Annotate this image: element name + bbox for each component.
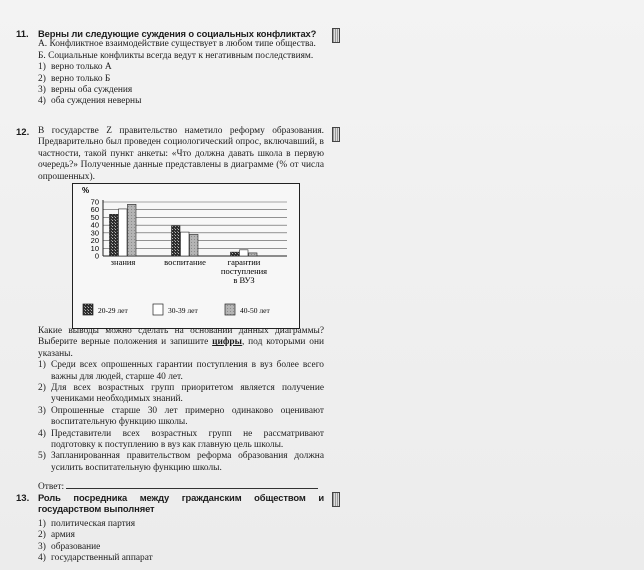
bar-0-1 bbox=[119, 209, 128, 256]
legend-label-0: 20-29 лет bbox=[98, 306, 128, 315]
q12-stem: В государстве Z правительство наметило реформу образования. Предварительно был проведен социологический опрос, включавший, в частности, такой пункт анкеты: «Что должна давать школа в первую очередь?» Полученные данные представлены в диаграмме (% от числа опрошенных). bbox=[38, 126, 324, 182]
legend-swatch-0 bbox=[83, 304, 93, 315]
q12-stem-block bbox=[38, 126, 324, 183]
bar-chart-svg bbox=[73, 184, 299, 328]
category-label-2: гарантии bbox=[227, 257, 261, 267]
q12-option-3[interactable]: 3) Опрошенные старше 30 лет примерно одинаково оценивают воспитательную функцию школы. bbox=[38, 405, 324, 428]
q13-option-2[interactable]: 2) армия bbox=[38, 530, 75, 541]
q11-block bbox=[38, 28, 324, 108]
survey-chart bbox=[72, 183, 300, 329]
bar-2-1 bbox=[240, 250, 249, 256]
q13-number: 13. bbox=[16, 493, 30, 504]
q12-option-1[interactable]: 1) Среди всех опрошенных гарантии поступления в вуз более всего важны для людей, старше 40 лет. bbox=[38, 360, 324, 382]
q13-option-4[interactable]: 4) государственный аппарат bbox=[38, 553, 153, 564]
q12-question-bold: цифры bbox=[212, 337, 242, 348]
q11-option-1[interactable]: 1) верно только А bbox=[38, 62, 112, 73]
y-tick-label-0: 0 bbox=[94, 251, 99, 261]
legend-label-1: 30-39 лет bbox=[168, 306, 198, 315]
q13-stem: Роль посредника между гражданским обществом и государством выполняет bbox=[38, 492, 324, 515]
category-label-1: воспитание bbox=[164, 257, 206, 267]
legend-label-2: 40-50 лет bbox=[240, 306, 270, 315]
legend-swatch-1 bbox=[153, 304, 163, 315]
y-axis-unit: % bbox=[82, 186, 90, 195]
y-tick-label-50: 50 bbox=[90, 212, 99, 222]
q11-statement-a: А. Конфликтное взаимодействие существует в любом типе общества. bbox=[38, 39, 316, 50]
q13-option-1[interactable]: 1) политическая партия bbox=[38, 518, 136, 529]
q12-question-block bbox=[38, 326, 324, 494]
legend-swatch-2 bbox=[225, 304, 235, 315]
q12-option-2[interactable]: 2) Для всех возрастных групп приоритетом является получение учениками необходимых знаний. bbox=[38, 383, 324, 405]
category-label-0: знания bbox=[110, 257, 136, 267]
answer-box-marker-11 bbox=[332, 28, 340, 43]
q12-number: 12. bbox=[16, 127, 30, 138]
y-tick-label-60: 60 bbox=[90, 205, 99, 215]
q12-option-4[interactable]: 4) Представители всех возрастных групп не рассматривают подготовку к поступлению в вуз как главную цель школы. bbox=[38, 428, 324, 451]
y-tick-label-30: 30 bbox=[90, 228, 99, 238]
q12-option-5[interactable]: 5) Запланированная правительством реформа образования должна усилить воспитательную функцию школы. bbox=[38, 451, 324, 473]
bar-1-0 bbox=[172, 226, 181, 256]
bar-1-2 bbox=[190, 234, 199, 256]
y-tick-label-70: 70 bbox=[90, 197, 99, 207]
q13-block bbox=[38, 492, 324, 564]
q12-question: Какие выводы можно сделать на основании данных диаграммы? Выберите верные положения и запишите цифры, под которыми они указаны. bbox=[38, 326, 324, 359]
answer-box-marker-13 bbox=[332, 492, 340, 507]
bar-0-0 bbox=[110, 214, 119, 256]
category-label-2-2: в ВУЗ bbox=[233, 275, 255, 285]
category-labels bbox=[111, 257, 268, 285]
bar-0-2 bbox=[128, 204, 137, 256]
y-tick-label-40: 40 bbox=[90, 220, 99, 230]
bar-2-2 bbox=[249, 253, 258, 256]
y-tick-label-20: 20 bbox=[90, 236, 99, 246]
bar-1-1 bbox=[181, 232, 190, 256]
legend bbox=[83, 304, 270, 315]
answer-box-marker-12 bbox=[332, 127, 340, 142]
q11-option-4[interactable]: 4) оба суждения неверны bbox=[38, 96, 142, 107]
bar-2-0 bbox=[231, 252, 240, 256]
answer-input-line[interactable] bbox=[66, 480, 318, 489]
category-label-2-1: поступления bbox=[220, 266, 268, 276]
q11-option-3[interactable]: 3) верны оба суждения bbox=[38, 85, 133, 96]
q11-stem: Верны ли следующие суждения о социальных конфликтах? bbox=[38, 28, 317, 39]
q13-option-3[interactable]: 3) образование bbox=[38, 541, 101, 552]
answer-label: Ответ: bbox=[38, 482, 65, 493]
y-tick-label-10: 10 bbox=[90, 243, 99, 253]
q11-statement-b: Б. Социальные конфликты всегда ведут к негативным последствиям. bbox=[38, 50, 314, 61]
q11-option-2[interactable]: 2) верно только Б bbox=[38, 73, 111, 84]
q11-number: 11. bbox=[16, 29, 29, 40]
